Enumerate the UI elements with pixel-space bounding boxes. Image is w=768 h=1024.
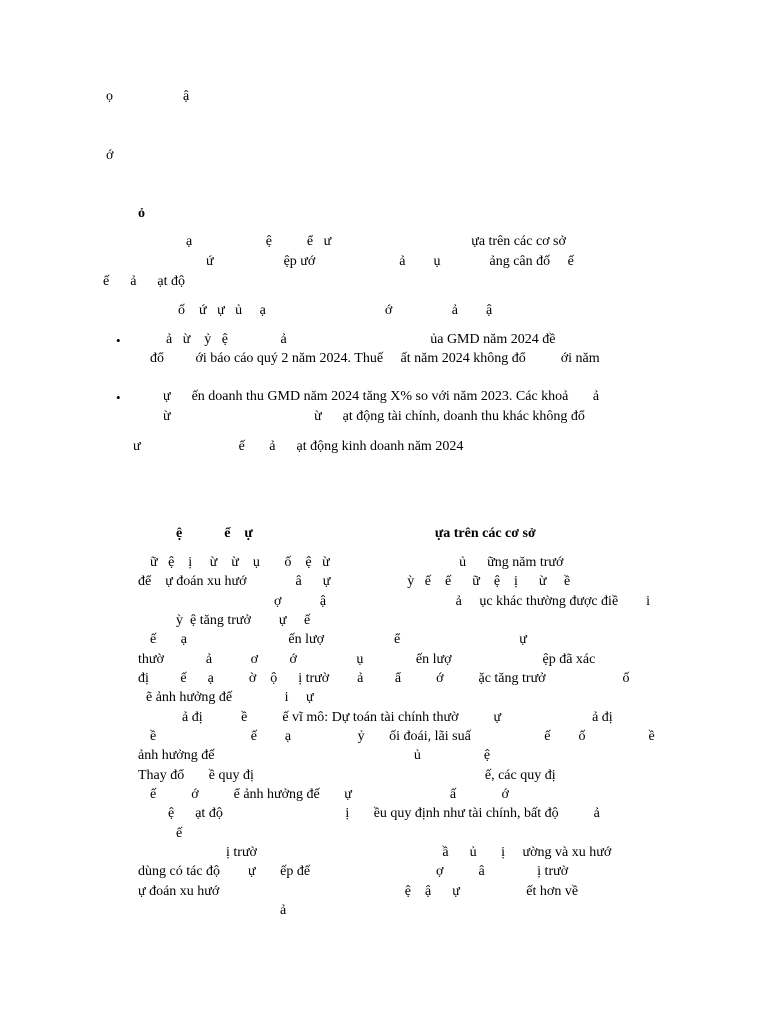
text-line: ọ ậ [106,89,190,104]
bullet-marker: • [116,390,121,405]
text-line: ế ạ ến lượ ể ự [150,632,527,647]
text-line: dùng có tác độ ự ếp đế ợ â ị trườ [138,864,569,879]
bullet-marker: • [116,333,121,348]
text-line: ẽ ảnh hưởng đế i ự [146,690,314,705]
text-line: Thay đổ ề quy đị ế, các quy đị [138,768,556,783]
text-line: ả [280,903,287,918]
text-line: ố ứ ự ủ ạ ớ ả ậ [178,303,493,318]
text-line: ệ ạt độ ị ều quy định như tài chính, bất độ ả [168,806,600,821]
text-line: ự đoán xu hướ ệ ậ ự ết hơn về [138,884,579,899]
text-line: ế ớ ể ảnh hưởng đế ự ấ ớ [150,787,509,802]
text-line: ế [176,826,183,841]
text-line: để ự đoán xu hướ â ự ỳ ế ế ữ ệ ị ừ ề [138,574,571,589]
text-line: ảnh hưởng đế ủ ệ [138,748,491,763]
text-line: ả đị ề ế vĩ mô: Dự toán tài chính thườ ự ả đị [182,710,613,725]
text-line: ỳ ệ tăng trưở ự ế [176,613,311,628]
text-line: đị ế ạ ờ ộ ị trườ ả ẩ ớ ặc tăng trưở ố [138,671,630,686]
text-line: ớ [106,148,114,163]
text-line: đổ ới báo cáo quý 2 năm 2024. Thuế ất năm 2024 không đổ ới năm [150,351,600,366]
text-line: ự ến doanh thu GMD năm 2024 tăng X% so với năm 2023. Các khoả ả [163,389,600,404]
text-line: ợ ậ ả ục khác thường được điề i [274,594,651,609]
text-line: ứ ệp ướ ả ụ ảng cân đố ế [206,254,574,269]
text-line: ế ả ạt độ [103,274,186,289]
section-heading: ệ ể ự ựa trên các cơ sở [176,526,536,541]
text-line: thườ ả ơ ớ ụ ến lượ ệp đã xác [138,652,596,667]
text-line: ề ế ạ ỷ ối đoái, lãi suấ ế ố ề [150,729,655,744]
text-line: ừ ừ ạt động tài chính, doanh thu khác không đổ [163,409,585,424]
text-line: ữ ệ ị ừ ừ ụ ố ệ ừ ủ ững năm trướ [150,555,564,570]
section-heading: ỏ [138,206,145,221]
text-line: ư ế ả ạt động kinh doanh năm 2024 [133,439,464,454]
text-line: ạ ệ ể ư ựa trên các cơ sở [186,234,566,249]
text-line: ả ừ ỷ ệ ả ủa GMD năm 2024 đề [166,332,556,347]
text-line: ị trườ ầ ủ ị ường và xu hướ [226,845,612,860]
